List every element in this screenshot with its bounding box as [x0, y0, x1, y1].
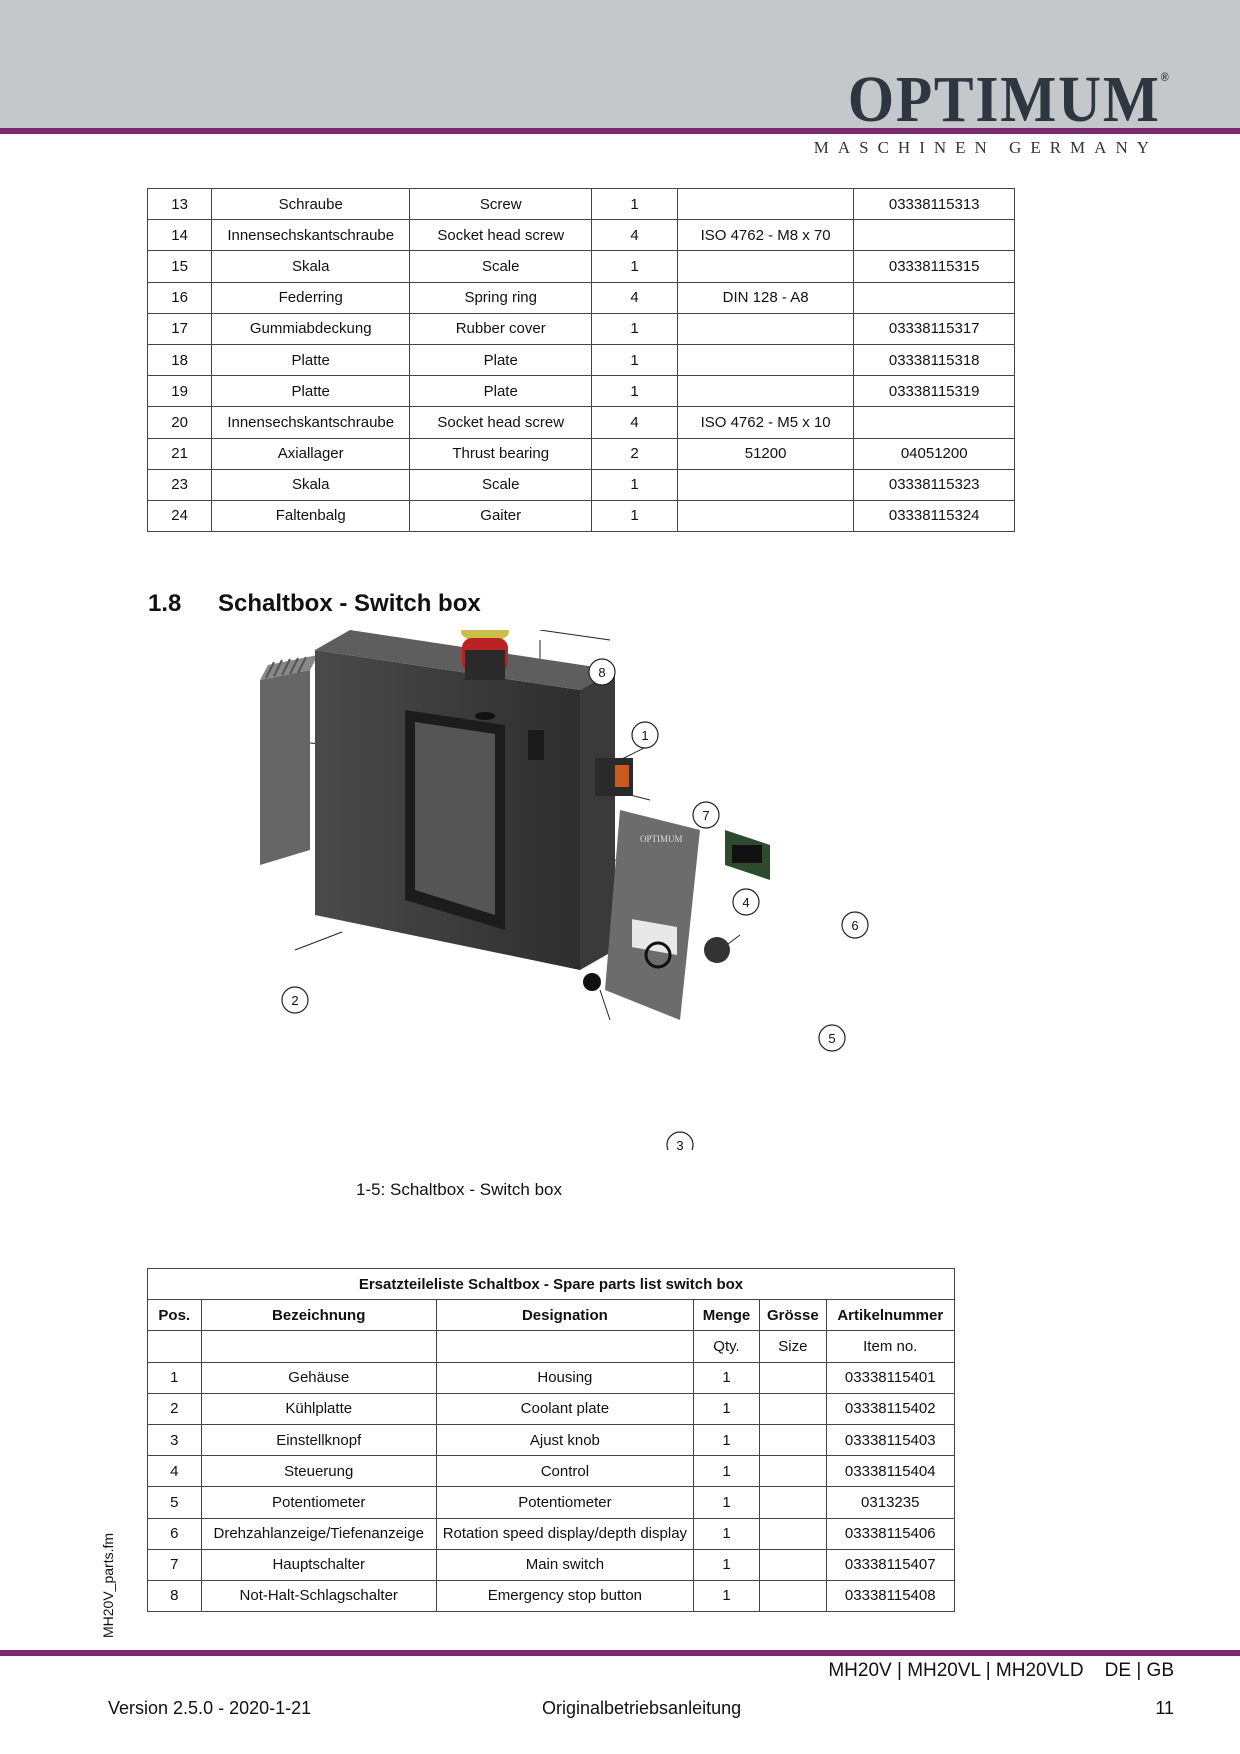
parts-table-cell: 1	[693, 1424, 759, 1455]
svg-text:7: 7	[702, 808, 710, 823]
column-subheader: Size	[760, 1331, 826, 1362]
top-table-cell: Schraube	[212, 189, 410, 220]
parts-table-cell: 2	[148, 1393, 202, 1424]
parts-table-cell: Housing	[436, 1362, 693, 1393]
parts-table-cell	[760, 1456, 826, 1487]
top-table-row	[148, 469, 1015, 500]
top-table-cell: Federring	[212, 282, 410, 313]
parts-table-cell: Kühlplatte	[201, 1393, 436, 1424]
svg-text:6: 6	[851, 918, 859, 933]
parts-table-cell: 03338115404	[826, 1456, 955, 1487]
brand-logo: OPTIMUM®	[847, 63, 1170, 136]
parts-table-cell: Ajust knob	[436, 1424, 693, 1455]
top-table-cell: 04051200	[854, 438, 1015, 469]
top-table-cell: Socket head screw	[410, 220, 592, 251]
top-table-cell: Plate	[410, 376, 592, 407]
top-table-cell: Innensechskantschraube	[212, 220, 410, 251]
figure-caption: 1-5: Schaltbox - Switch box	[356, 1180, 562, 1199]
parts-table-row	[148, 1487, 955, 1518]
parts-table-cell: 8	[148, 1580, 202, 1611]
top-table-cell: 2	[592, 438, 678, 469]
parts-table-cell	[760, 1487, 826, 1518]
section-heading: 1.8 Schaltbox - Switch box	[148, 590, 481, 617]
top-table-cell: Faltenbalg	[212, 500, 410, 531]
column-subheader	[148, 1331, 202, 1362]
parts-table-title: Ersatzteileliste Schaltbox - Spare parts list switch box	[148, 1269, 955, 1300]
parts-table-cell	[760, 1362, 826, 1393]
top-table-cell: 16	[148, 282, 212, 313]
top-table-cell: ISO 4762 - M8 x 70	[677, 220, 854, 251]
top-table-cell: 1	[592, 251, 678, 282]
callout-4	[733, 889, 759, 915]
top-table-cell: Skala	[212, 469, 410, 500]
top-table-cell: Thrust bearing	[410, 438, 592, 469]
callout-1	[632, 722, 658, 748]
top-table-cell: Scale	[410, 469, 592, 500]
potentiometer-shape	[704, 937, 730, 963]
column-header: Designation	[436, 1300, 693, 1331]
parts-table-cell: 6	[148, 1518, 202, 1549]
parts-table-cell: Emergency stop button	[436, 1580, 693, 1611]
column-header: Grösse	[760, 1300, 826, 1331]
parts-table-cell: 0313235	[826, 1487, 955, 1518]
top-table-cell: 4	[592, 282, 678, 313]
column-subheader: Item no.	[826, 1331, 955, 1362]
parts-table-cell: Potentiometer	[201, 1487, 436, 1518]
parts-table-cell: 1	[693, 1580, 759, 1611]
parts-table-cell: 03338115408	[826, 1580, 955, 1611]
top-table-cell: 03338115317	[854, 313, 1015, 344]
parts-table-cell: Einstellknopf	[201, 1424, 436, 1455]
side-file-label: MH20V_parts.fm	[100, 1532, 116, 1638]
top-table-cell: 15	[148, 251, 212, 282]
top-table-cell: 20	[148, 407, 212, 438]
footer-doc-title: Originalbetriebsanleitung	[542, 1698, 742, 1718]
parts-table-cell: Potentiometer	[436, 1487, 693, 1518]
page-number: 11	[1155, 1698, 1174, 1718]
column-header: Bezeichnung	[201, 1300, 436, 1331]
top-table-cell: Platte	[212, 376, 410, 407]
column-header: Menge	[693, 1300, 759, 1331]
svg-text:4: 4	[742, 895, 750, 910]
parts-table-row	[148, 1393, 955, 1424]
coolant-plate-shape	[260, 670, 310, 865]
column-header: Artikelnummer	[826, 1300, 955, 1331]
switch-box-parts-table	[147, 1268, 955, 1612]
top-table-cell: 23	[148, 469, 212, 500]
top-table-cell: Skala	[212, 251, 410, 282]
top-table-row	[148, 251, 1015, 282]
parts-table-cell: 4	[148, 1456, 202, 1487]
parts-table-cell: 1	[693, 1487, 759, 1518]
parts-table-cell: 03338115403	[826, 1424, 955, 1455]
svg-text:2: 2	[291, 993, 299, 1008]
svg-text:5: 5	[828, 1031, 836, 1046]
top-table-cell: Rubber cover	[410, 313, 592, 344]
top-table-cell: 13	[148, 189, 212, 220]
top-table-cell: 4	[592, 407, 678, 438]
top-table-cell: Plate	[410, 344, 592, 375]
parts-table-cell: 1	[693, 1393, 759, 1424]
top-table-cell: Innensechskantschraube	[212, 407, 410, 438]
adjust-knob-shape	[583, 973, 601, 991]
parts-table-row	[148, 1424, 955, 1455]
top-table-cell	[677, 500, 854, 531]
footer-version: Version 2.5.0 - 2020-1-21	[108, 1698, 312, 1718]
parts-table-cell: Coolant plate	[436, 1393, 693, 1424]
parts-table-cell: Gehäuse	[201, 1362, 436, 1393]
parts-table-cell: Rotation speed display/depth display	[436, 1518, 693, 1549]
top-table-cell	[677, 469, 854, 500]
top-table-cell: 1	[592, 344, 678, 375]
parts-table-row	[148, 1456, 955, 1487]
parts-table-cell: 7	[148, 1549, 202, 1580]
parts-table-cell: Not-Halt-Schlagschalter	[201, 1580, 436, 1611]
parts-table-cell: Drehzahlanzeige/Tiefenanzeige	[201, 1518, 436, 1549]
top-table-cell: 03338115324	[854, 500, 1015, 531]
parts-table-row	[148, 1549, 955, 1580]
parts-table-cell: 5	[148, 1487, 202, 1518]
parts-table-cell	[760, 1549, 826, 1580]
parts-table-cell: Main switch	[436, 1549, 693, 1580]
column-subheader	[201, 1331, 436, 1362]
top-table-cell	[854, 407, 1015, 438]
svg-text:3: 3	[676, 1138, 684, 1150]
svg-text:8: 8	[598, 665, 606, 680]
parts-table-cell: 1	[693, 1362, 759, 1393]
parts-table-cell: Hauptschalter	[201, 1549, 436, 1580]
parts-table-cell: 1	[693, 1549, 759, 1580]
top-table-row	[148, 376, 1015, 407]
top-table-cell: 1	[592, 500, 678, 531]
top-table-cell	[854, 282, 1015, 313]
top-table-cell: Axiallager	[212, 438, 410, 469]
callout-8	[589, 659, 615, 685]
parts-table-row	[148, 1580, 955, 1611]
column-subheader	[436, 1331, 693, 1362]
parts-table-cell: 3	[148, 1424, 202, 1455]
top-table-cell: 1	[592, 469, 678, 500]
top-table-cell: 17	[148, 313, 212, 344]
top-table-cell: 03338115315	[854, 251, 1015, 282]
footer-accent-line	[0, 1650, 1240, 1656]
brand-tagline: MASCHINEN GERMANY	[813, 138, 1158, 157]
top-table-cell: ISO 4762 - M5 x 10	[677, 407, 854, 438]
top-table-cell: 03338115323	[854, 469, 1015, 500]
parts-table-cell	[760, 1518, 826, 1549]
top-table-cell: Spring ring	[410, 282, 592, 313]
top-table-row	[148, 438, 1015, 469]
top-table-cell: Screw	[410, 189, 592, 220]
parts-table-cell	[760, 1424, 826, 1455]
top-table-row	[148, 313, 1015, 344]
callout-5	[819, 1025, 845, 1051]
top-table-cell	[677, 376, 854, 407]
parts-table-cell: 03338115401	[826, 1362, 955, 1393]
parts-table-row	[148, 1518, 955, 1549]
column-subheader: Qty.	[693, 1331, 759, 1362]
panel-logo: OPTIMUM	[640, 834, 683, 844]
top-table-cell: 03338115313	[854, 189, 1015, 220]
top-table-cell: 21	[148, 438, 212, 469]
column-header: Pos.	[148, 1300, 202, 1331]
top-table-cell: 18	[148, 344, 212, 375]
switch-box-exploded-view	[240, 630, 900, 1150]
parts-table-cell	[760, 1393, 826, 1424]
top-table-cell: 4	[592, 220, 678, 251]
parts-table-cell: 03338115406	[826, 1518, 955, 1549]
top-table-cell: 51200	[677, 438, 854, 469]
top-table-cell	[677, 344, 854, 375]
top-table-cell: 03338115319	[854, 376, 1015, 407]
callout-7	[693, 802, 719, 828]
parts-table-cell: Steuerung	[201, 1456, 436, 1487]
top-table-cell	[854, 220, 1015, 251]
top-table-row	[148, 407, 1015, 438]
svg-text:1: 1	[641, 728, 649, 743]
parts-table-cell: 1	[693, 1518, 759, 1549]
top-table-cell: 19	[148, 376, 212, 407]
top-table-cell: Gummiabdeckung	[212, 313, 410, 344]
top-table-cell	[677, 313, 854, 344]
top-table-cell: 24	[148, 500, 212, 531]
callout-6	[842, 912, 868, 938]
callout-2	[282, 987, 308, 1013]
top-table-cell: 14	[148, 220, 212, 251]
top-table-row	[148, 344, 1015, 375]
callout-3	[667, 1132, 693, 1150]
top-table-cell: 1	[592, 313, 678, 344]
top-table-cell: Socket head screw	[410, 407, 592, 438]
parts-table-cell: 1	[148, 1362, 202, 1393]
top-table-cell: Platte	[212, 344, 410, 375]
top-table-row	[148, 500, 1015, 531]
parts-table-cell: 1	[693, 1456, 759, 1487]
top-table-row	[148, 189, 1015, 220]
top-table-cell: 1	[592, 376, 678, 407]
footer-models: MH20V | MH20VL | MH20VLD DE | GB	[828, 1660, 1174, 1681]
parts-table-row	[148, 1362, 955, 1393]
top-table-row	[148, 220, 1015, 251]
parts-table-cell	[760, 1580, 826, 1611]
top-table-cell: 1	[592, 189, 678, 220]
parts-table-cell: 03338115407	[826, 1549, 955, 1580]
parts-table-cell: Control	[436, 1456, 693, 1487]
top-table-row	[148, 282, 1015, 313]
top-table-cell: Scale	[410, 251, 592, 282]
parts-table-cell: 03338115402	[826, 1393, 955, 1424]
top-table-cell	[677, 189, 854, 220]
top-table-cell: 03338115318	[854, 344, 1015, 375]
top-table-cell: DIN 128 - A8	[677, 282, 854, 313]
continued-parts-table	[147, 188, 1015, 532]
top-table-cell: Gaiter	[410, 500, 592, 531]
top-table-cell	[677, 251, 854, 282]
